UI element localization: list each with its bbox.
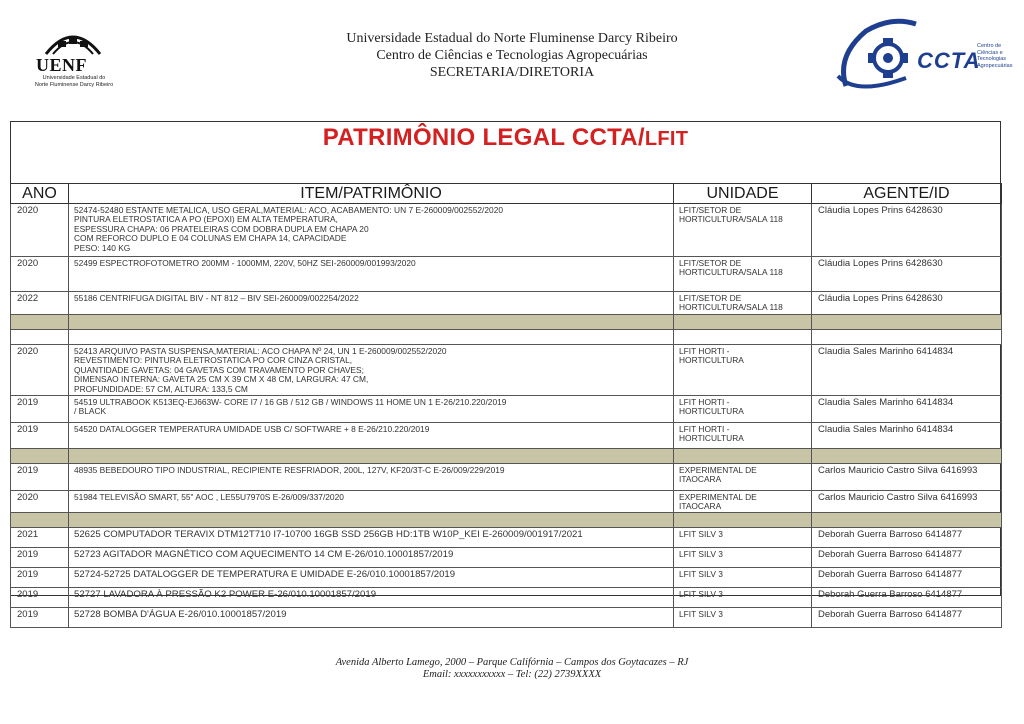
item-line: 52474-52480 ESTANTE METALICA, USO GERAL,MATERIAL: ACO, ACABAMENTO: UN 7 E-260009/002552/2020: [74, 205, 504, 215]
cell-item: [69, 257, 674, 292]
unidade-line: LFIT SILV 3: [679, 548, 723, 559]
empty-cell: [11, 449, 69, 464]
ccta-logo-text: CCTA: [917, 48, 981, 73]
item-line: 52723 AGITADOR MAGNÉTICO COM AQUECIMENTO 14 CM E-26/010.10001857/2019: [74, 548, 454, 560]
unidade-line: LFIT/SETOR DE: [679, 258, 742, 268]
cell-agente: Deborah Guerra Barroso 6414877: [812, 607, 1002, 627]
item-line: 51984 TELEVISÃO SMART, 55" AOC , LE55U7970S E-26/009/337/2020: [74, 492, 344, 502]
cell-ano: 2021: [11, 527, 69, 547]
cell-item: [69, 527, 674, 547]
cell-item: [69, 567, 674, 587]
item-line: 54519 ULTRABOOK K513EQ-EJ663W- CORE I7 / 16 GB / 512 GB / WINDOWS 11 HOME UN 1 E-26/210.220/2019: [74, 397, 507, 407]
item-line: PROFUNDIDADE: 57 CM, ALTURA: 133,5 CM: [74, 383, 248, 394]
cell-agente: Claudia Sales Marinho 6414834: [812, 396, 1002, 423]
empty-cell: [674, 330, 812, 345]
table-row: [11, 464, 1002, 491]
unidade-line: HORTICULTURA: [679, 406, 744, 417]
empty-cell: [674, 512, 812, 527]
cell-unidade: [674, 567, 812, 587]
cell-agente: Claudia Sales Marinho 6414834: [812, 345, 1002, 396]
cell-unidade: [674, 527, 812, 547]
cell-ano: 2019: [11, 396, 69, 423]
unidade-line: LFIT SILV 3: [679, 588, 723, 599]
empty-cell: [812, 315, 1002, 330]
unidade-line: HORTICULTURA/SALA 118: [679, 214, 783, 225]
cell-ano: 2019: [11, 607, 69, 627]
empty-cell: [69, 449, 674, 464]
empty-cell: [674, 449, 812, 464]
cell-item: [69, 345, 674, 396]
uenf-logo-subtitle: Universidade Estadual do Norte Fluminense Darcy Ribeiro: [34, 75, 114, 88]
unidade-line: HORTICULTURA: [679, 433, 744, 444]
cell-item: [69, 607, 674, 627]
page-title: PATRIMÔNIO LEGAL CCTA/LFIT: [322, 124, 689, 151]
footer-address: Avenida Alberto Lamego, 2000 – Parque Califórnia – Campos dos Goytacazes – RJ: [335, 657, 689, 668]
cell-ano: 2020: [11, 257, 69, 292]
cell-item: [69, 423, 674, 449]
empty-cell: [11, 512, 69, 527]
asset-table: [10, 183, 1002, 628]
cell-ano: 2019: [11, 423, 69, 449]
item-line: QUANTIDADE GAVETAS: 04 GAVETAS COM TRAVAMENTO POR CHAVES;: [74, 364, 364, 375]
cell-unidade: [674, 204, 812, 257]
cell-item: [69, 464, 674, 491]
cell-unidade: [674, 292, 812, 315]
cell-unidade: [674, 547, 812, 567]
unidade-line: HORTICULTURA/SALA 118: [679, 267, 783, 278]
table-row: [11, 292, 1002, 315]
item-line: 52625 COMPUTADOR TERAVIX DTM12T710 I7-10700 16GB SSD 256GB HD:1TB W10P_KEI E-260009/001917/2021: [74, 528, 583, 540]
cell-item: [69, 396, 674, 423]
cell-ano: 2019: [11, 547, 69, 567]
cell-agente: Deborah Guerra Barroso 6414877: [812, 527, 1002, 547]
empty-cell: [69, 330, 674, 345]
item-line: REVESTIMENTO: PINTURA ELETROSTATICA PO COR CINZA CRISTAL,: [74, 355, 353, 366]
footer-contact: Email: xxxxxxxxxxx – Tel: (22) 2739XXXX: [422, 669, 602, 680]
cell-ano: 2019: [11, 567, 69, 587]
unidade-line: HORTICULTURA: [679, 355, 744, 366]
unidade-line: ITAOCARA: [679, 501, 722, 512]
table-row: [11, 345, 1002, 396]
cell-agente: Deborah Guerra Barroso 6414877: [812, 567, 1002, 587]
separator-row: [11, 512, 1002, 527]
table-row: [11, 423, 1002, 449]
empty-cell: [11, 315, 69, 330]
item-line: 54520 DATALOGGER TEMPERATURA UMIDADE USB C/ SOFTWARE + 8 E-26/210.220/2019: [74, 424, 430, 434]
cell-item: [69, 204, 674, 257]
item-line: 48935 BEBEDOURO TIPO INDUSTRIAL, RECIPIENTE RESFRIADOR, 200L, 127V, KF20/3T-C E-26/009/229/2019: [74, 465, 505, 475]
empty-cell: [674, 315, 812, 330]
table-row: [11, 547, 1002, 567]
cell-unidade: [674, 396, 812, 423]
ccta-logo: [836, 16, 1016, 96]
unidade-line: HORTICULTURA/SALA 118: [679, 302, 783, 313]
cell-ano: 2019: [11, 464, 69, 491]
ccta-logo-subtitle: Centro de Ciências e Tecnologias Agropecuárias: [977, 43, 1013, 69]
empty-cell: [69, 315, 674, 330]
cell-agente: Carlos Mauricio Castro Silva 6416993: [812, 491, 1002, 513]
item-line: PINTURA ELETROSTATICA A PO (EPOXI) EM ALTA TEMPERATURA,: [74, 214, 338, 225]
item-line: PESO: 140 KG: [74, 242, 131, 253]
empty-cell: [11, 330, 69, 345]
header-center: Centro de Ciências e Tecnologias Agropecuárias: [376, 48, 648, 63]
item-line: COM REFORCO DUPLO E 04 COLUNAS EM CHAPA 14, CAPACIDADE: [74, 233, 347, 244]
unidade-line: LFIT SILV 3: [679, 568, 723, 579]
column-header-agente: AGENTE/ID: [812, 184, 1002, 204]
table-row: [11, 204, 1002, 257]
blank-row: [11, 330, 1002, 345]
item-line: 52724-52725 DATALOGGER DE TEMPERATURA E UMIDADE E-26/010.10001857/2019: [74, 568, 456, 580]
column-header-unidade: UNIDADE: [674, 184, 812, 204]
unidade-line: LFIT HORTI -: [679, 424, 730, 434]
table-row: [11, 257, 1002, 292]
unidade-line: ITAOCARA: [679, 474, 722, 485]
unidade-line: EXPERIMENTAL DE: [679, 492, 757, 502]
page-footer: [0, 657, 1024, 681]
cell-item: [69, 491, 674, 513]
empty-cell: [69, 512, 674, 527]
cell-ano: 2019: [11, 587, 69, 607]
uenf-logo-text: UENF: [36, 55, 87, 75]
cell-agente: Deborah Guerra Barroso 6414877: [812, 547, 1002, 567]
table-row: [11, 587, 1002, 607]
cell-ano: 2020: [11, 491, 69, 513]
cell-agente: Carlos Mauricio Castro Silva 6416993: [812, 464, 1002, 491]
cell-agente: Cláudia Lopes Prins 6428630: [812, 204, 1002, 257]
cell-item: [69, 292, 674, 315]
empty-cell: [812, 512, 1002, 527]
cell-unidade: [674, 464, 812, 491]
empty-cell: [812, 330, 1002, 345]
cell-unidade: [674, 587, 812, 607]
cell-agente: Cláudia Lopes Prins 6428630: [812, 292, 1002, 315]
unidade-line: LFIT HORTI -: [679, 346, 730, 356]
table-row: [11, 396, 1002, 423]
table-row: [11, 491, 1002, 513]
column-header-ano: ANO: [11, 184, 69, 204]
item-line: ESPESSURA CHAPA: 06 PRATELEIRAS COM DOBRA DUPLA EM CHAPA 20: [74, 223, 369, 234]
unidade-line: LFIT/SETOR DE: [679, 293, 742, 303]
unidade-line: EXPERIMENTAL DE: [679, 465, 757, 475]
table-row: [11, 527, 1002, 547]
header-university: Universidade Estadual do Norte Fluminense Darcy Ribeiro: [346, 31, 678, 46]
item-line: 52499 ESPECTROFOTOMETRO 200MM - 1000MM, 220V, 50HZ SEI-260009/001993/2020: [74, 258, 416, 268]
item-line: / BLACK: [74, 406, 107, 417]
cell-unidade: [674, 257, 812, 292]
cell-unidade: [674, 345, 812, 396]
unidade-line: LFIT SILV 3: [679, 528, 723, 539]
cell-agente: Deborah Guerra Barroso 6414877: [812, 587, 1002, 607]
unidade-line: LFIT HORTI -: [679, 397, 730, 407]
unidade-line: LFIT/SETOR DE: [679, 205, 742, 215]
cell-unidade: [674, 491, 812, 513]
cell-ano: 2022: [11, 292, 69, 315]
table-body: [11, 204, 1002, 628]
column-header-item: ITEM/PATRIMÔNIO: [69, 184, 674, 204]
header-department: SECRETARIA/DIRETORIA: [429, 65, 595, 80]
item-line: 55186 CENTRIFUGA DIGITAL BIV - NT 812 – BIV SEI-260009/002254/2022: [74, 293, 359, 303]
table-row: [11, 567, 1002, 587]
separator-row: [11, 449, 1002, 464]
item-line: DIMENSAO INTERNA: GAVETA 25 CM X 39 CM X 48 CM, LARGURA: 47 CM,: [74, 374, 369, 385]
cell-agente: Claudia Sales Marinho 6414834: [812, 423, 1002, 449]
cell-unidade: [674, 607, 812, 627]
unidade-line: LFIT SILV 3: [679, 608, 723, 619]
item-line: 52728 BOMBA D'ÁGUA E-26/010.10001857/2019: [74, 608, 287, 620]
cell-ano: 2020: [11, 204, 69, 257]
item-line: 52413 ARQUIVO PASTA SUSPENSA,MATERIAL: ACO CHAPA Nº 24, UN 1 E-260009/002552/2020: [74, 346, 447, 356]
cell-unidade: [674, 423, 812, 449]
empty-cell: [812, 449, 1002, 464]
cell-item: [69, 587, 674, 607]
item-line: 52727 LAVADORA À PRESSÃO K2 POWER E-26/010.10001857/2019: [74, 588, 377, 600]
cell-item: [69, 547, 674, 567]
separator-row: [11, 315, 1002, 330]
cell-agente: Cláudia Lopes Prins 6428630: [812, 257, 1002, 292]
table-header-row: [11, 184, 1002, 204]
cell-ano: 2020: [11, 345, 69, 396]
table-row: [11, 607, 1002, 627]
